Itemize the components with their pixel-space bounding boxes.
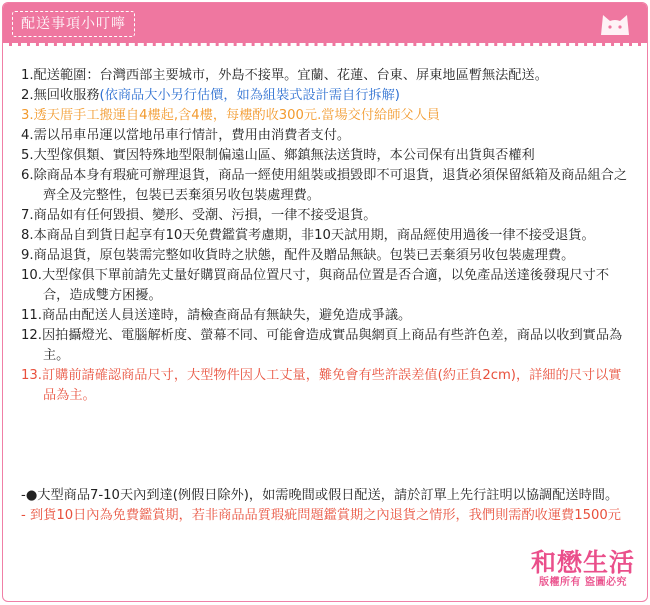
item-text: 因拍攝燈光、電腦解析度、螢幕不同、可能會造成實品與網頁上商品有些許色差，商品以收到實品為主。 [41,328,623,363]
list-item [21,226,631,246]
list-item [21,306,631,326]
item-number: 8. [21,228,34,243]
notice-title: 配送事項小叮嚀 [12,11,135,37]
item-text: 配送範圍：台灣西部主要城市，外島不接單。宜蘭、花蓮、台東、屏東地區暫無法配送。 [33,68,548,83]
list-item [21,206,631,226]
item-text: 訂購前請確認商品尺寸，大型物件因人工丈量，難免會有些許誤差值(約正負2cm)，詳細的尺寸以實品為主。 [41,368,622,403]
item-text: 商品由配送人員送達時，請檢查商品有無缺失，避免造成爭議。 [41,308,412,323]
brand-name: 和懋生活 [530,548,635,577]
item-text: 除商品本身有瑕疵可辦理退貨，商品一經使用組裝或損毀即不可退貨，退貨必須保留紙箱及商品組合之齊全及完整性，包裝已丟棄須另收包裝處理費。 [33,168,628,203]
cat-icon [597,9,633,37]
item-text: 大型傢俱下單前請先丈量好購買商品位置尺寸，與商品位置是否合適，以免產品送達後發現尺寸不合，造成雙方困擾。 [41,268,610,303]
item-number: 6. [21,168,34,183]
item-text: 無回收服務 [33,88,100,103]
item-text: 需以吊車吊運以當地吊車行情計，費用由消費者支付。 [33,128,351,143]
item-text: 大型傢俱類、實因特殊地型限制偏遠山區、鄉鎮無法送貨時，本公司保有出貨與否權利 [33,148,535,163]
item-number: 13. [21,368,42,383]
list-item [21,126,631,146]
item-number: 10. [21,268,42,283]
list-item [21,326,631,366]
delivery-notes [21,486,641,526]
item-number: 3. [21,108,34,123]
item-number: 4. [21,128,34,143]
item-number: 1. [21,68,34,83]
item-text: 本商品自到貨日起享有10天免費鑑賞考慮期，非10天試用期，商品經使用過後一律不接受退貨。 [33,228,595,243]
list-item [21,246,631,266]
item-number: 5. [21,148,34,163]
item-text: 商品退貨，原包裝需完整如收貨時之狀態，配件及贈品無缺。包裝已丟棄須另收包裝處理費。 [33,248,575,263]
list-item [21,66,631,86]
delivery-note-return-fee: - 到貨10日內為免費鑑賞期，若非商品品質瑕疵問題鑑賞期之內退貨之情形，我們則需酌收運費1500元 [21,508,621,523]
item-number: 12. [21,328,42,343]
notice-list [21,66,631,406]
list-item [21,366,631,406]
notice-header [3,3,647,46]
list-item [21,266,631,306]
item-number: 2. [21,88,34,103]
delivery-note-schedule: -●大型商品7-10天內到達(例假日除外)，如需晚間或假日配送，請於訂單上先行註明以協調配送時間。 [21,488,619,503]
list-item [21,86,631,106]
list-item [21,146,631,166]
brand-logo [529,549,637,589]
item-note: (依商品大小另行估價，如為組裝式設計需自行拆解) [99,88,400,103]
brand-copyright: 版權所有 盜圖必究 [539,577,627,588]
item-number: 7. [21,208,34,223]
item-text: 商品如有任何毀損、變形、受潮、污損，一律不接受退貨。 [33,208,377,223]
list-item [21,166,631,206]
item-number: 9. [21,248,34,263]
item-number: 11. [21,308,42,323]
item-text: 透天厝手工搬運自4樓起,含4樓，每樓酌收300元.當場交付給師父人員 [33,108,440,123]
list-item [21,106,631,126]
notice-panel [2,2,648,602]
